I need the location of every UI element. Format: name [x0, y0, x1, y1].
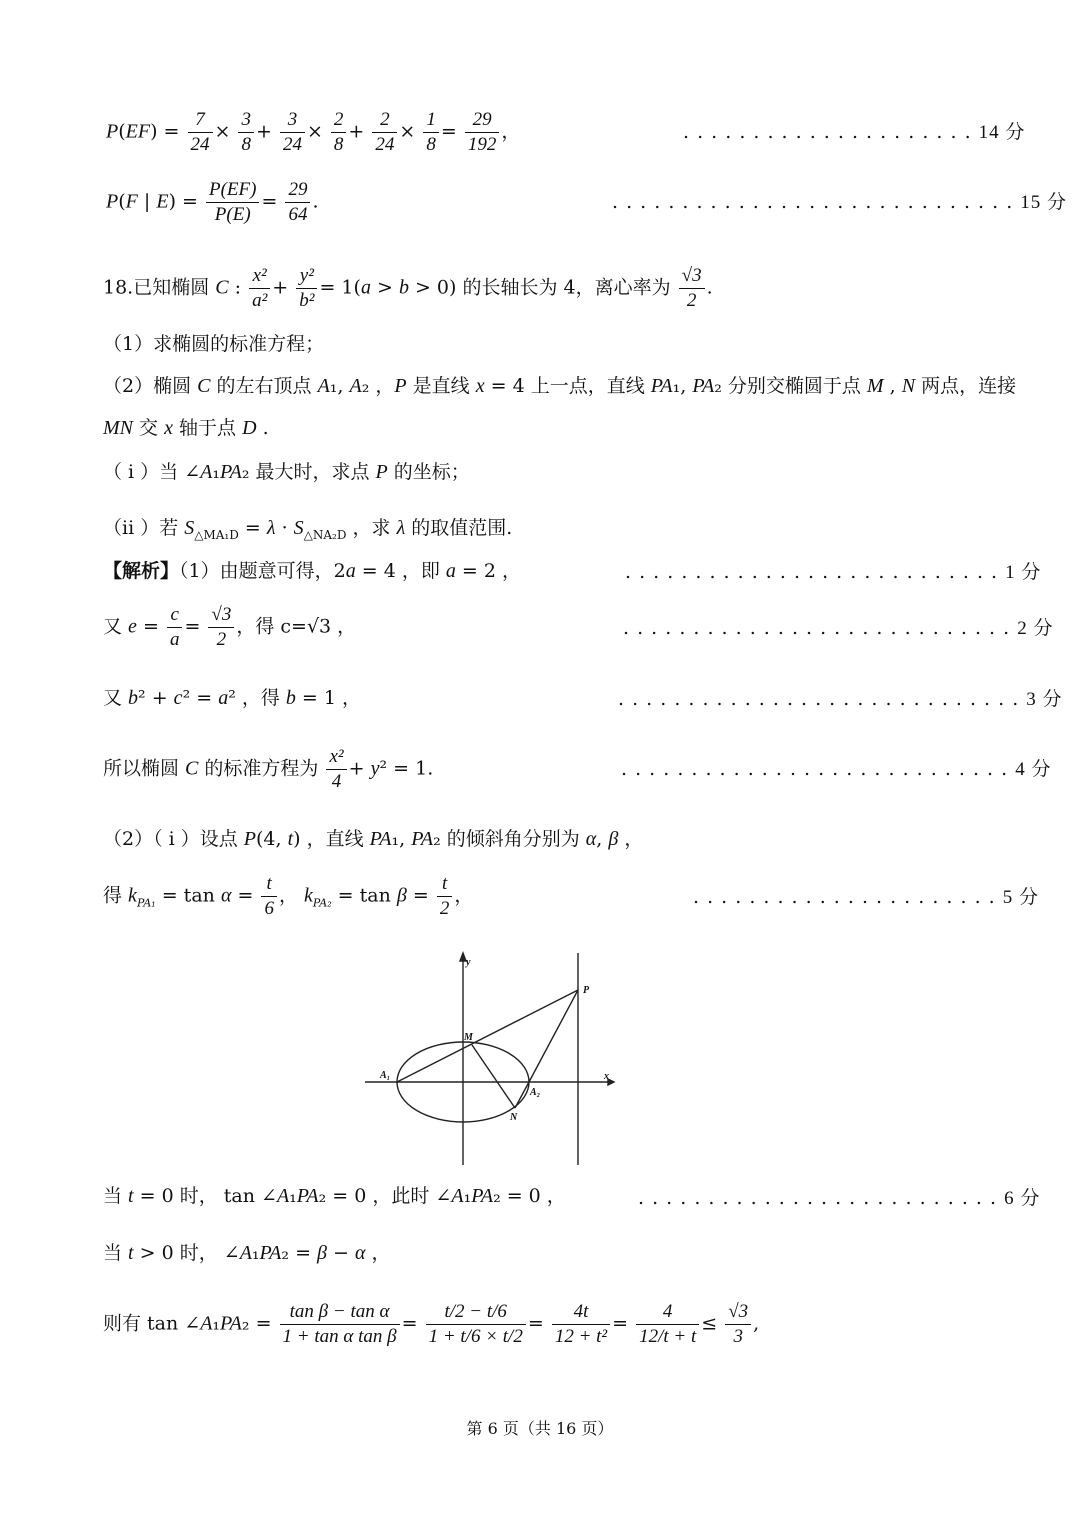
question-18-part-i: （ i ）当 ∠A₁PA₂ 最大时，求点 P 的坐标；	[103, 461, 470, 483]
solution-step-3: 又 b² + c² = a² ，得 b = 1 ，	[103, 687, 362, 709]
question-18-part1: （1）求椭圆的标准方程；	[103, 333, 325, 355]
label-a1: A₁	[380, 1070, 391, 1081]
score-4: . . . . . . . . . . . . . . . . . . . . . . . . . . . . 4 分	[621, 758, 1052, 780]
score-5: . . . . . . . . . . . . . . . . . . . . . . 5 分	[693, 886, 1040, 908]
solution-step-1: 【解析】（1）由题意可得，2a = 4 ，即 a = 2 ，	[103, 560, 522, 582]
line-pa2	[529, 990, 578, 1082]
solution-step-7: 当 t = 0 时， tan ∠A₁PA₂ = 0 ，此时 ∠A₁PA₂ = 0 ，	[103, 1185, 566, 1207]
score-2: . . . . . . . . . . . . . . . . . . . . . . . . . . . . 2 分	[623, 617, 1054, 639]
probability-ef-line: P(EF) = $\frac{7}{24}$ × $\frac{3}{8}$ + $\frac{3}{24}$ × $\frac{2}{8}$ + $\frac{2}{24}$ × $\frac{1}{8}$ = $\frac{29}{192}$ ，	[106, 109, 521, 155]
solution-step-9: 则有 tan ∠A₁PA₂ = $\frac{\text{tan β − tan α}}{\text{1 + tan α tan β}}$ = $\frac{t/2 - t/6}{1 + t/6 \times t/2}$ = $\frac{4t}{\text{12 + t²}}$ = $\frac{4}{12/t + t}$ ≤ $\frac{√3}{3}$ ,	[103, 1301, 760, 1347]
label-p: P	[583, 985, 590, 996]
label-x: x	[604, 1071, 609, 1082]
label-a2: A₂	[530, 1087, 541, 1098]
score-1: . . . . . . . . . . . . . . . . . . . . . . . . . . . 1 分	[625, 561, 1042, 583]
solution-step-8: 当 t > 0 时， ∠A₁PA₂ = β − α ，	[103, 1242, 391, 1264]
line-mn	[472, 1045, 515, 1108]
score-3: . . . . . . . . . . . . . . . . . . . . . . . . . . . . . 3 分	[618, 688, 1063, 710]
label-n: N	[510, 1112, 518, 1123]
solution-step-5: （2）（ i ）设点 P(4, t) ，直线 PA₁, PA₂ 的倾斜角分别为 α, β ，	[103, 828, 644, 850]
solution-step-2: 又 e = $\frac{c}{a}$ = $\frac{√3}{2}$ ，得 c=√3 ，	[103, 604, 357, 650]
page-footer: 第 6 页（共 16 页）	[466, 1419, 614, 1438]
score-6: . . . . . . . . . . . . . . . . . . . . . . . . . . 6 分	[638, 1187, 1041, 1209]
question-18-part-ii: （ii ）若 $S_{\triangle MA_1D} = \lambda \cdot S_{\triangle NA_2D}$ ，求 λ 的取值范围.	[103, 517, 513, 542]
ellipse-diagram	[360, 945, 620, 1170]
segment-n-a2	[515, 1082, 529, 1108]
question-18-part2-line2: MN 交 x 轴于点 D .	[103, 417, 269, 439]
question-18-stem: 18.已知椭圆 C : $\frac{\text{x²}}{\text{a²}}$ + $\frac{\text{y²}}{\text{b²}}$ = 1(a > b > 0) 的长轴长为 4，离心率为 $\frac{√3}{2}$ .	[103, 265, 713, 311]
score-14: . . . . . . . . . . . . . . . . . . . . . 14 分	[683, 121, 1026, 143]
conditional-probability-line: P(F | E) = $\frac{P(EF)}{P(E)}$ = $\frac{29}{64}$ .	[106, 179, 319, 225]
solution-step-4: 所以椭圆 C 的标准方程为 $\frac{\text{x²}}{4}$ + y² = 1.	[103, 746, 434, 792]
question-18-part2-line1: （2）椭圆 C 的左右顶点 A₁, A₂ ，P 是直线 x = 4 上一点，直线 PA₁, PA₂ 分别交椭圆于点 M , N 两点，连接	[103, 375, 1017, 397]
score-15: . . . . . . . . . . . . . . . . . . . . . . . . . . . . . 15 分	[612, 191, 1068, 213]
label-m: M	[464, 1032, 473, 1043]
label-y: y	[466, 957, 471, 968]
solution-step-6: 得 $k_{PA_1} = \tan \alpha$ = $\frac{t}{6}$ ， $k_{PA_2} = \tan \beta$ = $\frac{t}{2}$ ，	[103, 873, 474, 919]
